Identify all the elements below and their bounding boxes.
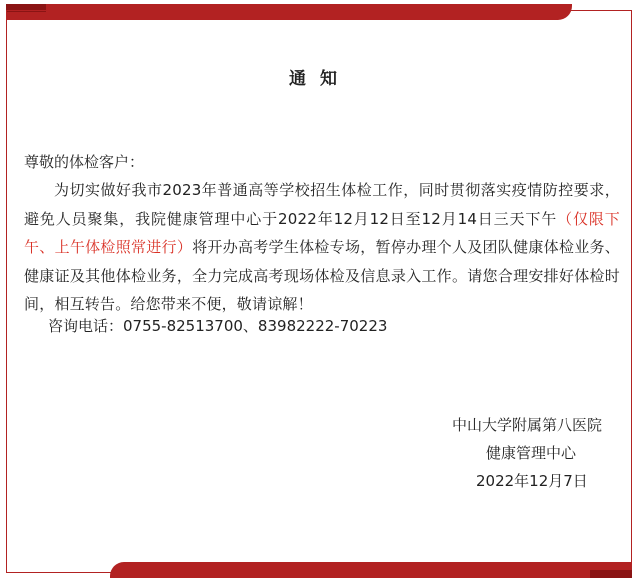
body-highlight: （仅限下午、上午体检照常进行） [24, 209, 620, 256]
contact-phone: 咨询电话：0755-82513700、83982222-70223 [48, 317, 388, 335]
body-part1: 为切实做好我市2023年普通高等学校招生体检工作，同时贯彻落实疫情防控要求，避免人员聚集，我院健康管理中心于2022年12月12日至12月14日三天下午 [24, 181, 620, 228]
signature-org: 中山大学附属第八医院 [452, 416, 603, 434]
signature-date: 2022年12月7日 [476, 472, 588, 490]
bottom-decor-accent [590, 570, 632, 578]
signature-dept: 健康管理中心 [486, 444, 577, 462]
notice-body [24, 176, 620, 319]
notice-title: 通知 [289, 69, 351, 89]
bottom-decor-bar [110, 562, 632, 578]
salutation: 尊敬的体检客户： [24, 153, 145, 171]
body-part2: 将开办高考学生体检专场，暂停办理个人及团队健康体检业务、健康证及其他体检业务，全力完成高考现场体检及信息录入工作。请您合理安排好体检时间，相互转告。给您带来不便，敬请谅解！ [24, 238, 620, 313]
